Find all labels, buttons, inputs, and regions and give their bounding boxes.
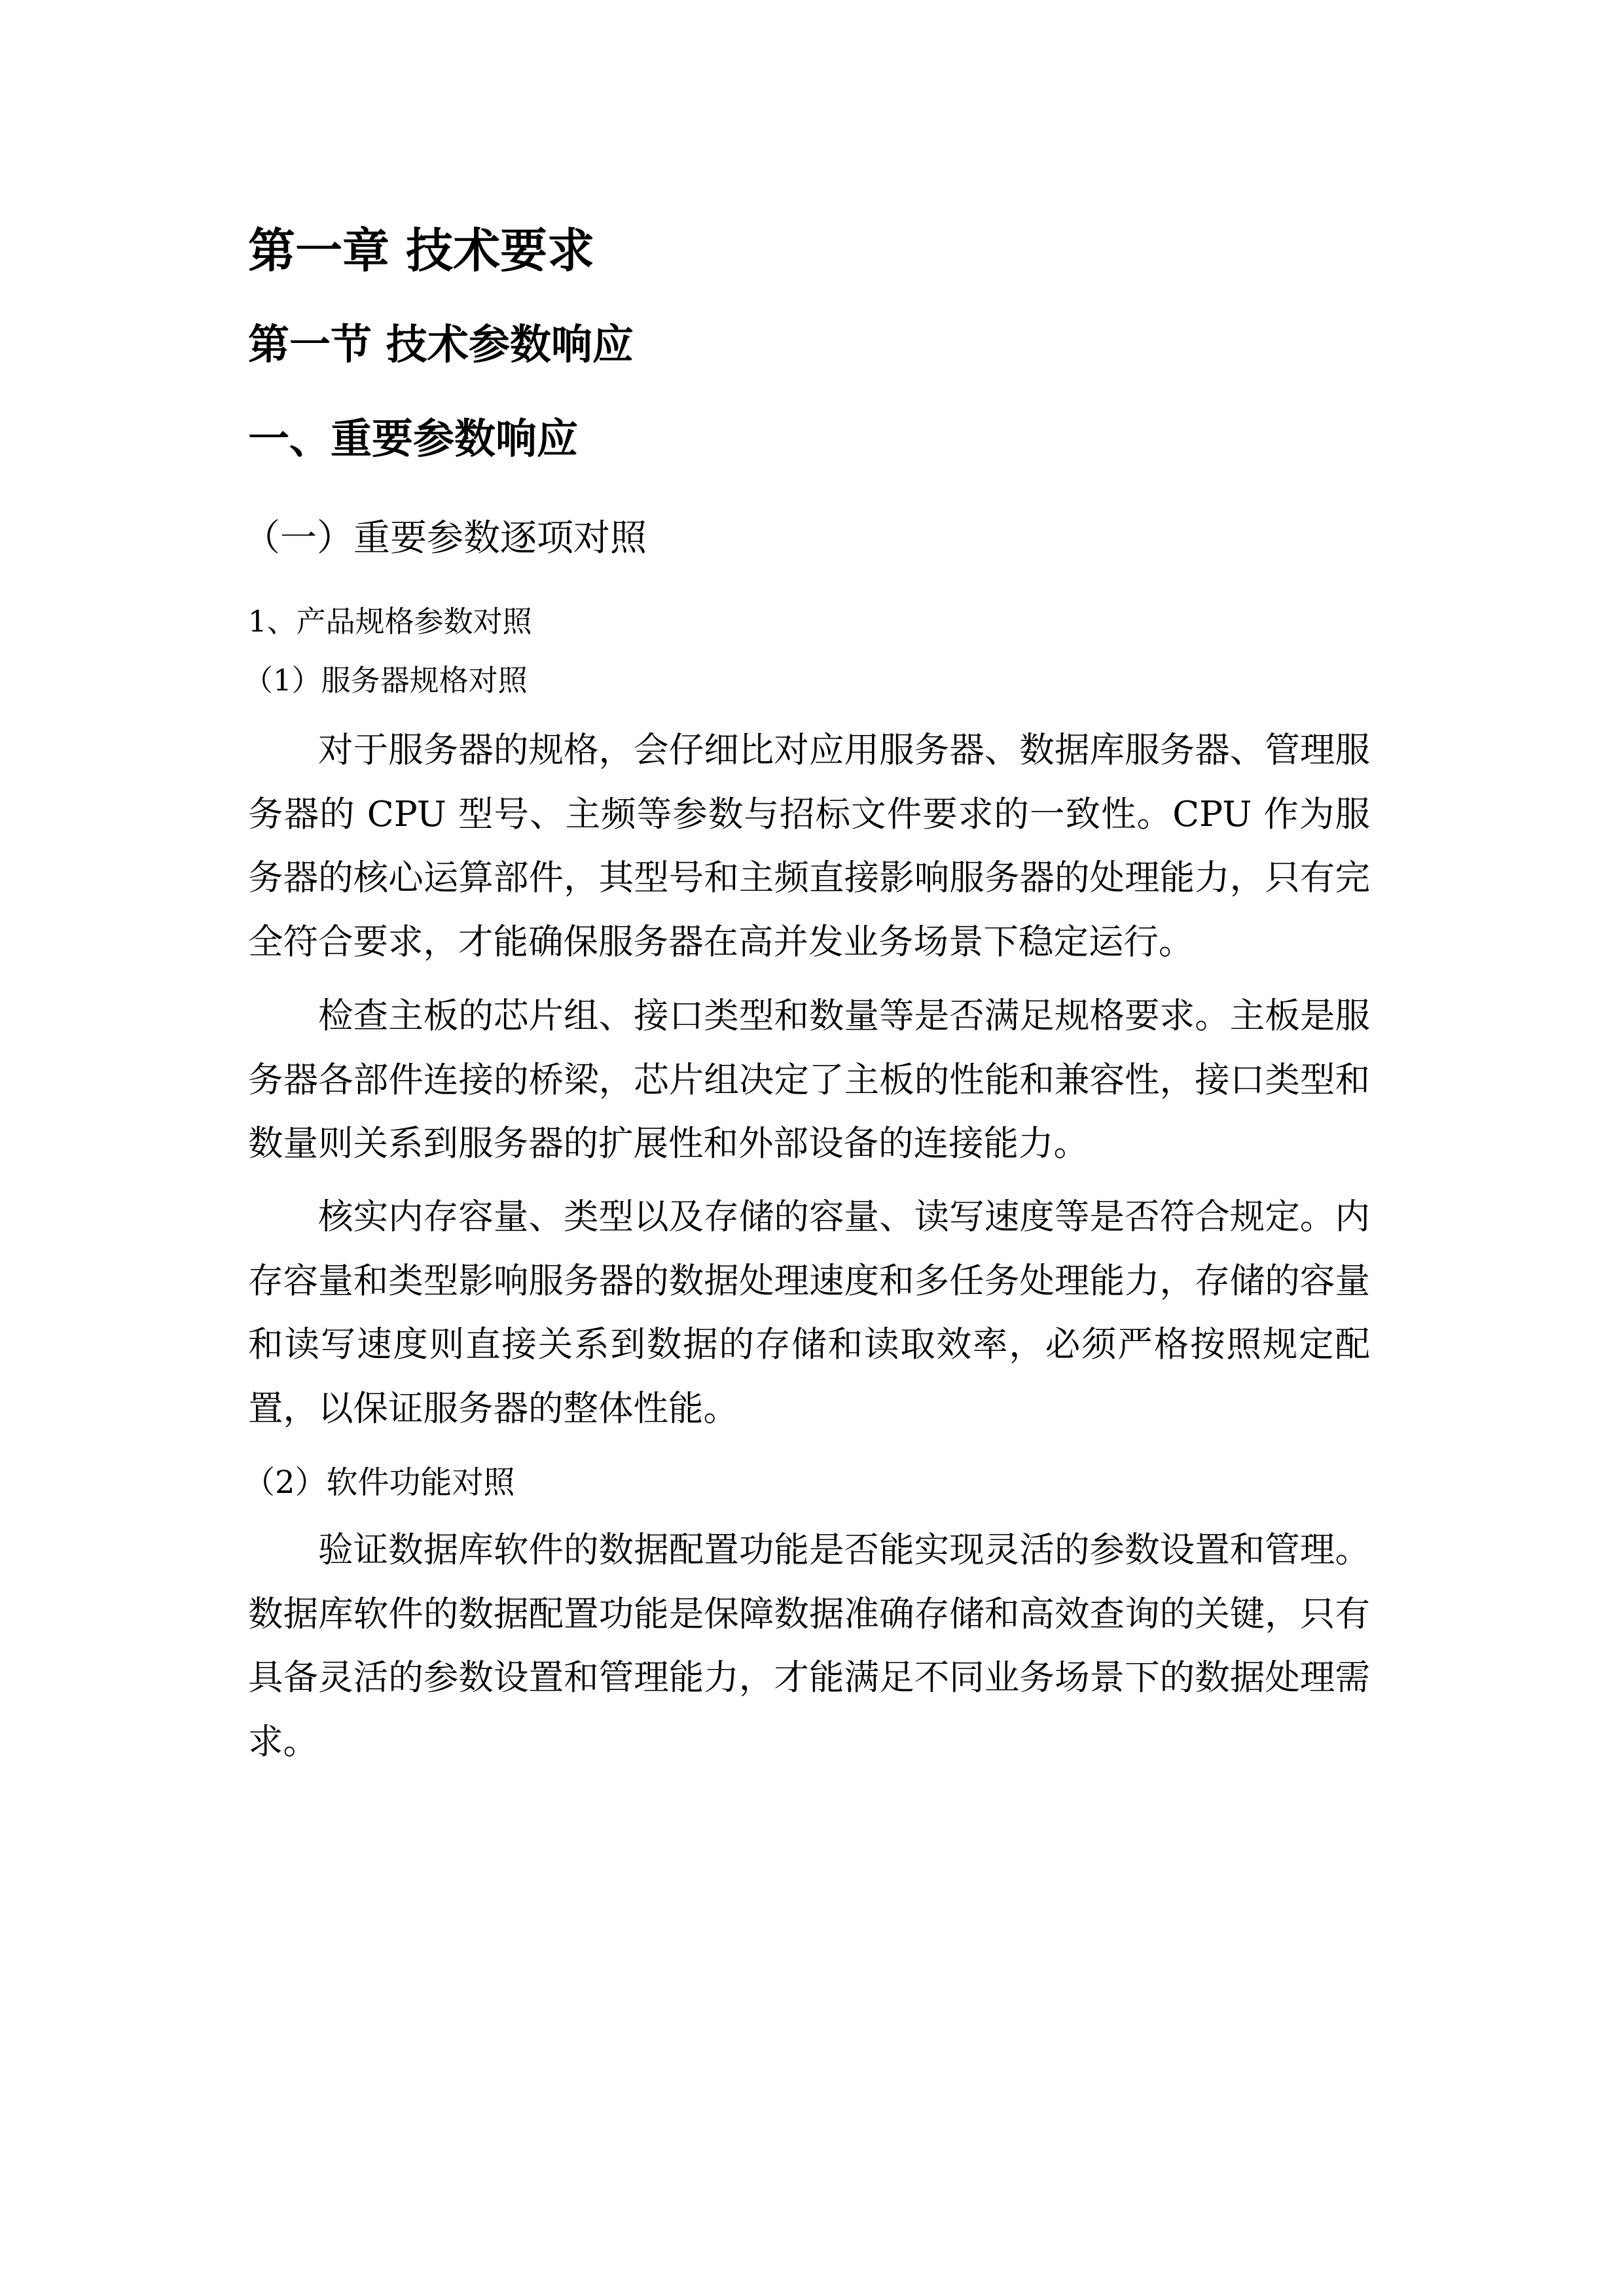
subsection-title: 一、重要参数响应 [248,414,578,463]
item-1-2-title: （2）软件功能对照 [244,1464,515,1501]
section-title: 第一节 技术参数响应 [248,320,634,368]
item-1-title: 1、产品规格参数对照 [248,604,532,639]
paragraph-memory-storage: 核实内存容量、类型以及存储的容量、读写速度等是否符合规定。内存容量和类型影响服务器的数据处理速度和多任务处理能力，存储的容量和读写速度则直接关系到数据的存储和读取效率，必须严格按照规定配置，以保证服务器的整体性能。 [248,1196,1370,1429]
chapter-title: 第一章 技术要求 [248,223,595,278]
paragraph-database-software: 验证数据库软件的数据配置功能是否能实现灵活的参数设置和管理。数据库软件的数据配置功能是保障数据准确存储和高效查询的关键，只有具备灵活的参数设置和管理能力，才能满足不同业务场景下的数据处理需求。 [248,1529,1370,1762]
paragraph-cpu: 对于服务器的规格，会仔细比对应用服务器、数据库服务器、管理服务器的 CPU 型号、主频等参数与招标文件要求的一致性。CPU 作为服务器的核心运算部件，其型号和主频直接影响服务器的处理能力，只有完全符合要求，才能确保服务器在高并发业务场景下稳定运行。 [248,729,1370,962]
paragraph-motherboard: 检查主板的芯片组、接口类型和数量等是否满足规格要求。主板是服务器各部件连接的桥梁，芯片组决定了主板的性能和兼容性，接口类型和数量则关系到服务器的扩展性和外部设备的连接能力。 [248,995,1370,1164]
item-1-1-title: （1）服务器规格对照 [244,663,528,698]
sub-subsection-title: （一）重要参数逐项对照 [244,517,647,560]
